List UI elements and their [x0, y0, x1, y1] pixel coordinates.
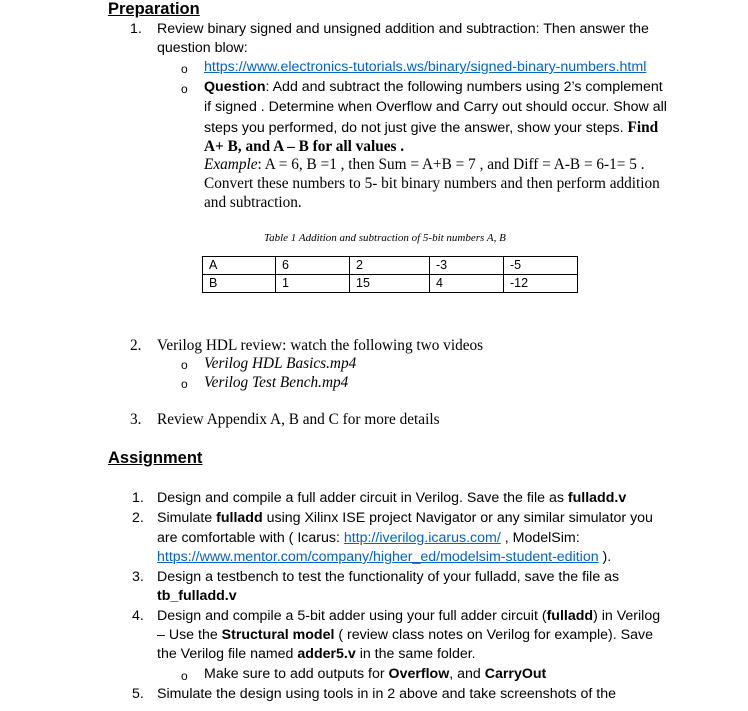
table-cell: 15 — [350, 275, 430, 293]
example-line1: Example: A = 6, B =1 , then Sum = A+B = 7 , and Diff = A-B = 6-1= 5 . — [204, 156, 645, 173]
assign-item-4-number: 4. — [132, 608, 144, 624]
prep-item-3-number: 3. — [130, 411, 142, 428]
assign-item-4-line2: – Use the Structural model ( review class notes on Verilog for example). Save — [157, 627, 653, 643]
bullet-circle-icon: o — [181, 62, 188, 76]
video-item: Verilog HDL Basics.mp4 — [204, 355, 357, 372]
table-cell: 4 — [430, 275, 504, 293]
electronics-tutorials-link[interactable]: https://www.electronics-tutorials.ws/binary/signed-binary-numbers.html — [204, 59, 647, 75]
table-row — [203, 275, 578, 293]
table-cell: B — [203, 275, 276, 293]
question-line1: Question: Add and subtract the following numbers using 2’s complement — [204, 79, 663, 95]
assign-item-4-line1: Design and compile a 5-bit adder using your full adder circuit (fulladd) in Verilog — [157, 608, 661, 624]
question-line2: if signed . Determine when Overflow and Carry out should occur. Show all — [204, 99, 667, 115]
video-item: Verilog Test Bench.mp4 — [204, 374, 349, 391]
assign-item-4-sub: Make sure to add outputs for Overflow, and CarryOut — [204, 666, 547, 682]
prep-item-2-text: Verilog HDL review: watch the following two videos — [157, 337, 484, 354]
assignment-heading: Assignment — [108, 449, 203, 467]
assign-item-5-text: Simulate the design using tools in in 2 above and take screenshots of the — [157, 686, 617, 702]
question-line4: A+ B, and A – B for all values . — [204, 138, 405, 155]
table-cell: 1 — [276, 275, 350, 293]
assign-item-3-number: 3. — [132, 569, 144, 585]
table-cell: -5 — [504, 257, 578, 275]
assign-item-1-number: 1. — [132, 490, 144, 506]
preparation-heading: Preparation — [108, 0, 200, 18]
bullet-circle-icon: o — [181, 358, 188, 372]
assign-item-2-line2: are comfortable with ( Icarus: http://iverilog.icarus.com/ , ModelSim: — [157, 530, 580, 546]
example-line2: Convert these numbers to 5- bit binary numbers and then perform addition — [204, 175, 660, 192]
prep-item-1-number: 1. — [130, 21, 142, 37]
assign-item-3-line2: tb_fulladd.v — [157, 588, 237, 604]
assign-item-4-line3: the Verilog file named adder5.v in the same folder. — [157, 646, 476, 662]
assign-item-1-text: Design and compile a full adder circuit in Verilog. Save the file as fulladd.v — [157, 490, 627, 506]
icarus-link[interactable]: http://iverilog.icarus.com/ — [343, 530, 501, 546]
example-line3: and subtraction. — [204, 194, 302, 211]
prep-item-1-line2: question blow: — [157, 40, 248, 56]
assign-item-5-number: 5. — [132, 686, 144, 702]
prep-item-3-text: Review Appendix A, B and C for more details — [157, 411, 440, 428]
bullet-circle-icon: o — [181, 669, 188, 683]
bullet-circle-icon: o — [181, 82, 188, 96]
table-caption: Table 1 Addition and subtraction of 5-bit numbers A, B — [264, 232, 506, 244]
assign-item-3-line1: Design a testbench to test the functionality of your fulladd, save the file as — [157, 569, 620, 585]
table-cell: 6 — [276, 257, 350, 275]
question-line3: steps you performed, do not just give the answer, show your steps. Find — [204, 119, 659, 136]
assign-item-2-line3: https://www.mentor.com/company/higher_ed/modelsim-student-edition ). — [157, 549, 612, 565]
numbers-table — [202, 256, 578, 293]
modelsim-link[interactable]: https://www.mentor.com/company/higher_ed/modelsim-student-edition — [157, 549, 599, 565]
table-cell: -3 — [430, 257, 504, 275]
bullet-circle-icon: o — [181, 377, 188, 391]
table-cell: A — [203, 257, 276, 275]
assign-item-2-line1: Simulate fulladd using Xilinx ISE project Navigator or any similar simulator you — [157, 510, 653, 526]
prep-item-2-number: 2. — [130, 337, 142, 354]
table-row — [203, 257, 578, 275]
assign-item-2-number: 2. — [132, 510, 144, 526]
prep-item-1-line1: Review binary signed and unsigned addition and subtraction: Then answer the — [157, 21, 649, 37]
table-cell: 2 — [350, 257, 430, 275]
table-cell: -12 — [504, 275, 578, 293]
